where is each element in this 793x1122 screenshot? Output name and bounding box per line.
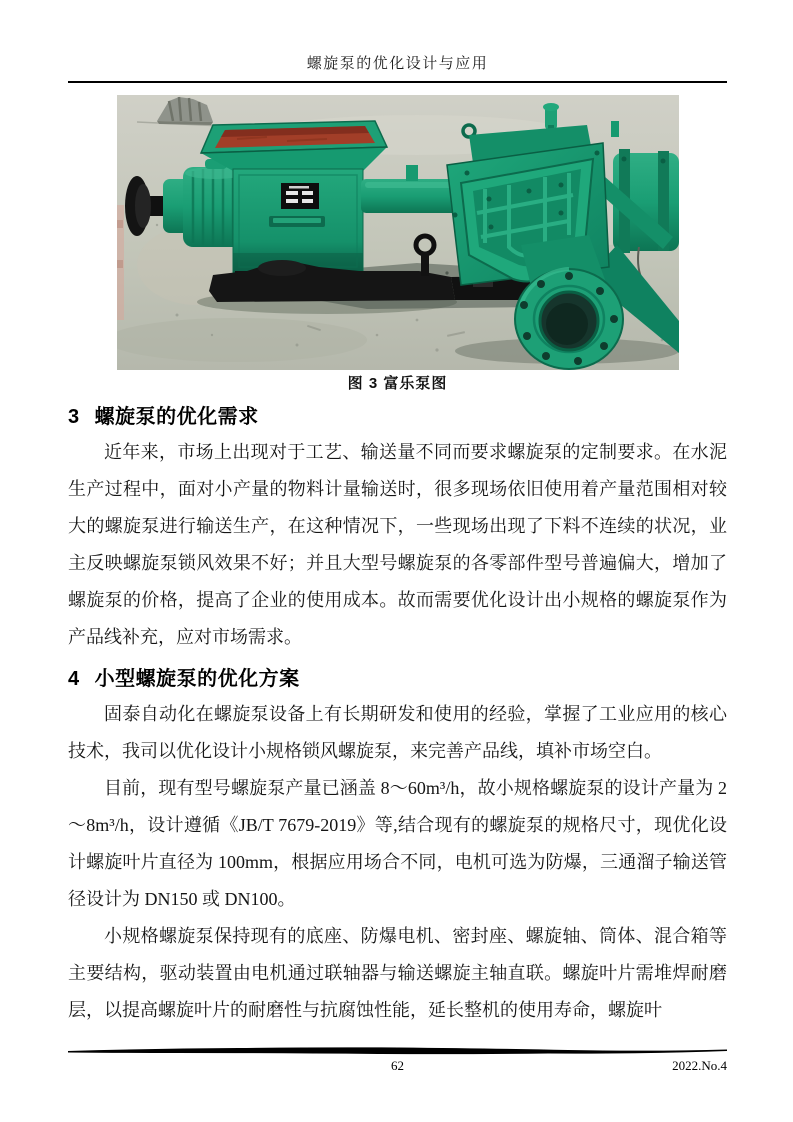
issue-label: 2022.No.4	[672, 1058, 727, 1073]
header-rule	[68, 81, 727, 83]
section-3-heading	[68, 402, 727, 432]
section-4	[68, 664, 727, 1029]
footer-text-row	[68, 1058, 727, 1076]
footer-rule	[68, 1046, 727, 1056]
section-3-number: 3	[68, 406, 80, 428]
pump-photo-illustration	[117, 95, 679, 370]
pump-photo	[117, 95, 679, 370]
running-header: 螺旋泵的优化设计与应用	[306, 56, 489, 72]
section-4-paragraph-3: 小规格螺旋泵保持现有的底座、防爆电机、密封座、螺旋轴、筒体、混合箱等主要结构，驱动装置由电机通过联轴器与输送螺旋主轴直联。螺旋叶片需堆焊耐磨层，以提高螺旋叶片的耐磨性与抗腐蚀性能，延长整机的使用寿命，螺旋叶	[68, 926, 727, 1020]
section-3-paragraph: 近年来，市场上出现对于工艺、输送量不同而要求螺旋泵的定制要求。在水泥生产过程中，面对小产量的物料计量输送时，很多现场依旧使用着产量范围相对较大的螺旋泵进行输送生产，在这种情况下，一些现场出现了下料不连续的状况，业主反映螺旋泵锁风效果不好；并且大型号螺旋泵的各零部件型号普遍偏大，增加了螺旋泵的价格，提高了企业的使用成本。故而需要优化设计出小规格的螺旋泵作为产品线补充，应对市场需求。	[68, 442, 727, 647]
section-4-heading	[68, 664, 727, 694]
section-4-title: 小型螺旋泵的优化方案	[94, 668, 300, 690]
section-4-paragraph-2: 目前，现有型号螺旋泵产量已涵盖 8～60m³/h，故小规格螺旋泵的设计产量为 2～8m³/h，设计遵循《JB/T 7679-2019》等,结合现有的螺旋泵的规格尺寸，现优化设计螺旋叶片直径为 100mm，根据应用场合不同，电机可选为防爆，三通溜子输送管径设计为 DN150 或 DN100。	[68, 778, 727, 909]
feed-hopper	[201, 121, 387, 172]
figure-caption: 图 3 富乐泵图	[347, 375, 448, 392]
section-3-title: 螺旋泵的优化需求	[94, 406, 259, 428]
section-4-number: 4	[68, 668, 80, 690]
floor-red-object	[117, 205, 124, 320]
page-number: 62	[391, 1058, 404, 1073]
figure-3	[68, 95, 727, 394]
page-footer	[68, 1046, 727, 1076]
section-4-paragraph-1: 固泰自动化在螺旋泵设备上有长期研发和使用的经验，掌握了工业应用的核心技术，我司以优化设计小规格锁风螺旋泵，来完善产品线，填补市场空白。	[68, 704, 727, 761]
section-3	[68, 402, 727, 656]
